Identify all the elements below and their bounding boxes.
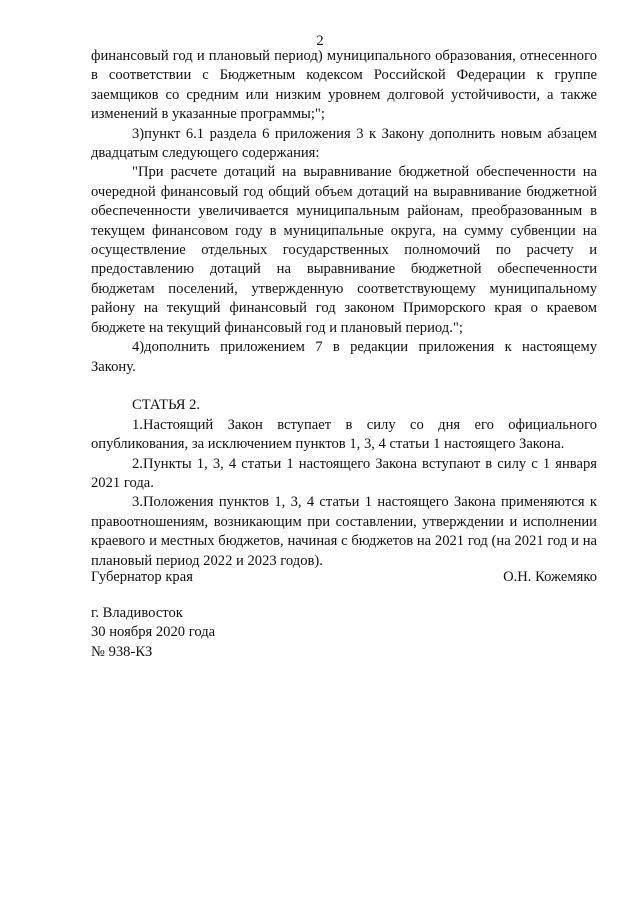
article-title: СТАТЬЯ 2. (132, 397, 201, 414)
paragraph-continuation: финансовый год и плановый период) муниципального образования, отнесенного в соответствии с Бюджетным кодексом Российской Федерации к группе заемщиков со средним или низким уровнем долговой устойчивости, а также изменений в указанные программы;"; (91, 48, 597, 123)
paragraph-amendment-4: 4)дополнить приложением 7 в редакции приложения к настоящему Закону. (91, 339, 597, 375)
page-number: 2 (316, 33, 324, 49)
signatory-name: О.Н. Кожемяко (503, 569, 597, 585)
article-item-1: 1.Настоящий Закон вступает в силу со дня его официального опубликования, за исключением пунктов 1, 3, 4 статьи 1 настоящего Закона. (91, 416, 597, 453)
article-item-3: 3.Положения пунктов 1, 3, 4 статьи 1 настоящего Закона применяются к правоотношениям, возникающим при составлении, утверждении и исполнении краевого и местных бюджетов, начиная с бюджетов на 2021 год (на 2021 год и на плановый период 2022 и 2023 годов). (91, 494, 597, 569)
place-date-block (91, 604, 391, 662)
signature-block (91, 568, 597, 587)
paragraph-quoted-text: "При расчете дотаций на выравнивание бюджетной обеспеченности на очередной финансовый год общий объем дотаций на выравнивание бюджетной обеспеченности увеличивается муниципальным районам, преобразованным в текущем финансовом году в муниципальные округа, на сумму субвенции на осуществление отдельных государственных полномочий по расчету и предоставлению дотаций на выравнивание бюджетной обеспеченности бюджетам поселений, утвержденную соответствующему муниципальному району на текущий финансовый год законом Приморского края о краевом бюджете на текущий финансовый год и плановый период."; (91, 164, 597, 336)
signing-city: г. Владивосток (91, 605, 183, 621)
law-number: № 938-КЗ (91, 643, 153, 660)
signing-date: 30 ноября 2020 года (91, 624, 216, 641)
signature-row (91, 568, 597, 587)
paragraph-amendment-3: 3)пункт 6.1 раздела 6 приложения 3 к Закону дополнить новым абзацем двадцатым следующего содержания: (91, 125, 597, 162)
document-body (91, 47, 597, 571)
signatory-position: Губернатор края (91, 569, 193, 585)
article-item-2: 2.Пункты 1, 3, 4 статьи 1 настоящего Закона вступают в силу с 1 января 2021 года. (91, 455, 597, 491)
